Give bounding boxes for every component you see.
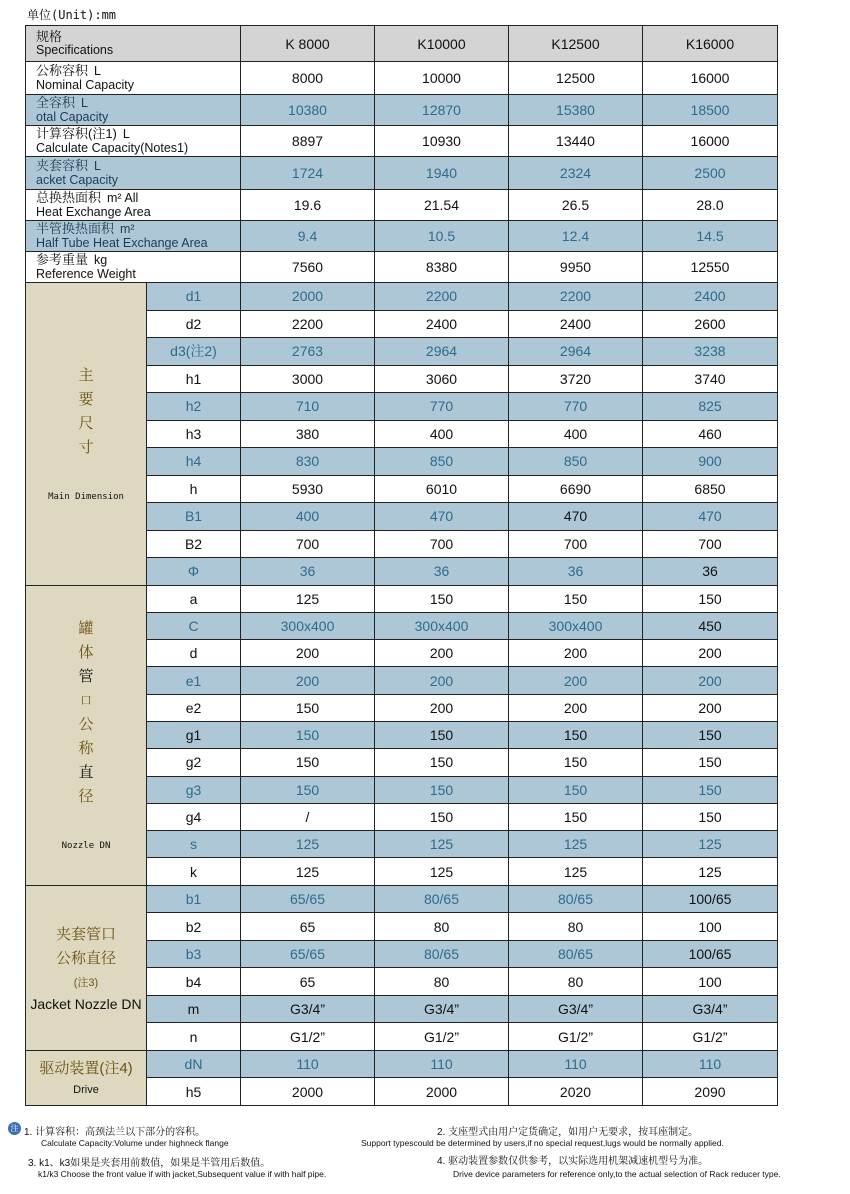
group-label-zh-line: 口 <box>80 695 92 708</box>
value-cell: 200 <box>509 667 643 694</box>
value-cell: 80/65 <box>375 940 509 968</box>
group-label-zh <box>26 364 146 460</box>
value-cell: 6690 <box>509 475 643 503</box>
value-cell: 850 <box>375 448 509 476</box>
value-cell: 110 <box>509 1050 643 1078</box>
value-cell: 36 <box>643 558 778 586</box>
group-label-zh-line: 尺 <box>78 414 94 432</box>
value-cell: G1/2” <box>643 1023 778 1051</box>
value-cell: 200 <box>375 694 509 721</box>
value-cell: 300x400 <box>241 612 375 639</box>
value-cell: 80 <box>375 913 509 941</box>
note-4-zh: 4. 驱动装置参数仅供参考，以实际选用机架减速机型号为准。 <box>437 1156 709 1167</box>
value-cell: 65 <box>241 968 375 996</box>
symbol-cell: d2 <box>147 310 241 338</box>
value-cell: 150 <box>375 585 509 612</box>
value-cell: 200 <box>509 640 643 667</box>
value-cell: 2763 <box>241 338 375 366</box>
group-label-zh-line: 驱动装置(注4) <box>39 1059 133 1077</box>
value-cell: 100 <box>643 913 778 941</box>
value-cell: 2090 <box>643 1078 778 1106</box>
group-label-zh-line: 夹套管口 <box>55 925 116 943</box>
value-cell: 9950 <box>509 252 643 283</box>
symbol-cell: B2 <box>147 530 241 558</box>
column-header: K16000 <box>643 26 778 62</box>
value-cell: G1/2” <box>241 1023 375 1051</box>
group-label-en: Nozzle DN <box>61 841 111 852</box>
value-cell: 12870 <box>375 95 509 126</box>
value-cell: 400 <box>375 420 509 448</box>
spec-label-zh: 半管换热面积 <box>36 221 115 236</box>
note-1-en: Calculate Capacity:Volume under highneck flange <box>41 1138 229 1148</box>
group-label-cell <box>26 283 147 586</box>
value-cell: 65/65 <box>241 885 375 913</box>
spec-label-cell <box>26 221 241 252</box>
spec-row <box>26 62 778 95</box>
value-cell: 15380 <box>509 95 643 126</box>
value-cell: 900 <box>643 448 778 476</box>
value-cell: 700 <box>643 530 778 558</box>
symbol-cell: h3 <box>147 420 241 448</box>
value-cell: 125 <box>375 858 509 885</box>
value-cell: 2400 <box>643 283 778 311</box>
value-cell: 150 <box>375 721 509 748</box>
spec-label-cell <box>26 252 241 283</box>
value-cell: 125 <box>509 831 643 858</box>
value-cell: 150 <box>509 585 643 612</box>
value-cell: 150 <box>643 721 778 748</box>
value-cell: 36 <box>375 558 509 586</box>
value-cell: 470 <box>643 503 778 531</box>
value-cell: 125 <box>509 858 643 885</box>
value-cell: 2200 <box>509 283 643 311</box>
spec-label-zh: 总换热面积 <box>36 190 102 205</box>
group-label-zh <box>26 1057 146 1081</box>
value-cell: 36 <box>509 558 643 586</box>
value-cell: 150 <box>375 776 509 803</box>
value-cell: 300x400 <box>375 612 509 639</box>
symbol-cell: h2 <box>147 393 241 421</box>
group-label-zh <box>26 923 146 995</box>
value-cell: 150 <box>375 803 509 830</box>
value-cell: 150 <box>375 749 509 776</box>
value-cell: 150 <box>241 776 375 803</box>
spec-label-en: Nominal Capacity <box>36 78 134 92</box>
value-cell: 8380 <box>375 252 509 283</box>
symbol-cell: b4 <box>147 968 241 996</box>
symbol-cell: g4 <box>147 803 241 830</box>
value-cell: 3740 <box>643 365 778 393</box>
note-3-en: k1/k3 Choose the front value if with jacket,Subsequent value if with half pipe. <box>38 1169 327 1179</box>
value-cell: G1/2” <box>375 1023 509 1051</box>
spec-row <box>26 126 778 157</box>
value-cell: 400 <box>241 503 375 531</box>
value-cell: 150 <box>241 694 375 721</box>
group-label-cell <box>26 585 147 885</box>
value-cell: 2400 <box>375 310 509 338</box>
symbol-cell: g3 <box>147 776 241 803</box>
spec-label-cell <box>26 126 241 157</box>
header-row <box>26 26 778 62</box>
value-cell: 200 <box>375 667 509 694</box>
value-cell: 3238 <box>643 338 778 366</box>
group-label-zh-line: (注3) <box>73 976 99 989</box>
group-label-zh-line: 罐 <box>78 620 94 638</box>
column-header: K 8000 <box>241 26 375 62</box>
spec-row <box>26 252 778 283</box>
spec-label-en: Heat Exchange Area <box>36 205 151 219</box>
value-cell: 2600 <box>643 310 778 338</box>
value-cell: 380 <box>241 420 375 448</box>
symbol-cell: d <box>147 640 241 667</box>
data-row <box>26 885 778 913</box>
value-cell: 150 <box>643 803 778 830</box>
value-cell: 13440 <box>509 126 643 157</box>
spec-label-en: otal Capacity <box>36 110 109 124</box>
group-label-en: Drive <box>73 1083 99 1096</box>
value-cell: 28.0 <box>643 190 778 221</box>
header-spec-en: Specifications <box>36 43 114 57</box>
note-icon: 注 <box>8 1122 21 1135</box>
value-cell: 80 <box>509 913 643 941</box>
group-label-zh-line: 径 <box>78 788 94 806</box>
value-cell: 125 <box>643 831 778 858</box>
value-cell: 10380 <box>241 95 375 126</box>
value-cell: 110 <box>643 1050 778 1078</box>
value-cell: G1/2” <box>509 1023 643 1051</box>
spec-table <box>25 25 778 1106</box>
value-cell: 3000 <box>241 365 375 393</box>
value-cell: 2020 <box>509 1078 643 1106</box>
spec-label-en: Calculate Capacity(Notes1) <box>36 141 189 155</box>
value-cell: 2200 <box>375 283 509 311</box>
spec-unit: L <box>94 64 101 78</box>
value-cell: 10.5 <box>375 221 509 252</box>
value-cell: 12.4 <box>509 221 643 252</box>
value-cell: G3/4” <box>241 995 375 1023</box>
value-cell: 19.6 <box>241 190 375 221</box>
value-cell: 10930 <box>375 126 509 157</box>
value-cell: 150 <box>509 803 643 830</box>
symbol-cell: s <box>147 831 241 858</box>
value-cell: 12550 <box>643 252 778 283</box>
symbol-cell: n <box>147 1023 241 1051</box>
data-row <box>26 585 778 612</box>
value-cell: 2964 <box>375 338 509 366</box>
symbol-cell: h <box>147 475 241 503</box>
value-cell: G3/4” <box>509 995 643 1023</box>
data-row <box>26 283 778 311</box>
group-label-cell <box>26 1050 147 1105</box>
value-cell: 2000 <box>241 1078 375 1106</box>
value-cell: G3/4” <box>643 995 778 1023</box>
symbol-cell: h4 <box>147 448 241 476</box>
spec-label-zh: 计算容积(注1) <box>36 126 117 141</box>
value-cell: 400 <box>509 420 643 448</box>
symbol-cell: e1 <box>147 667 241 694</box>
symbol-cell: g1 <box>147 721 241 748</box>
value-cell: 200 <box>643 640 778 667</box>
value-cell: 21.54 <box>375 190 509 221</box>
value-cell: 100 <box>643 968 778 996</box>
group-label-zh-line: 寸 <box>78 438 94 456</box>
value-cell: 2200 <box>241 310 375 338</box>
value-cell: 1940 <box>375 157 509 190</box>
value-cell: 150 <box>643 585 778 612</box>
spec-label-en: Half Tube Heat Exchange Area <box>36 236 208 250</box>
symbol-cell: b3 <box>147 940 241 968</box>
note-3-zh: 3. k1、k3如果是夹套用前数值，如果是半管用后数值。 <box>28 1158 271 1169</box>
value-cell: 700 <box>509 530 643 558</box>
symbol-cell: C <box>147 612 241 639</box>
spec-label-en: acket Capacity <box>36 173 118 187</box>
group-label-zh-line: 要 <box>78 390 94 408</box>
value-cell: 125 <box>241 831 375 858</box>
spec-unit: m² All <box>107 191 139 205</box>
value-cell: 36 <box>241 558 375 586</box>
value-cell: 16000 <box>643 62 778 95</box>
value-cell: 700 <box>241 530 375 558</box>
value-cell: 460 <box>643 420 778 448</box>
symbol-cell: m <box>147 995 241 1023</box>
value-cell: 2000 <box>375 1078 509 1106</box>
symbol-cell: B1 <box>147 503 241 531</box>
value-cell: 2324 <box>509 157 643 190</box>
spec-unit: L <box>122 127 130 141</box>
value-cell: 80 <box>375 968 509 996</box>
value-cell: 450 <box>643 612 778 639</box>
value-cell: 3060 <box>375 365 509 393</box>
group-label-en: Main Dimension <box>48 491 124 502</box>
value-cell: 26.5 <box>509 190 643 221</box>
spec-row <box>26 95 778 126</box>
value-cell: 18500 <box>643 95 778 126</box>
value-cell: 700 <box>375 530 509 558</box>
value-cell: 150 <box>509 721 643 748</box>
unit-label: 单位(Unit):mm <box>27 8 117 22</box>
header-spec-cell <box>26 26 241 62</box>
spec-unit: L <box>81 96 88 110</box>
value-cell: 150 <box>241 749 375 776</box>
value-cell: 2000 <box>241 283 375 311</box>
value-cell: 150 <box>509 749 643 776</box>
value-cell: 150 <box>643 749 778 776</box>
value-cell: 770 <box>375 393 509 421</box>
value-cell: 6010 <box>375 475 509 503</box>
spec-label-zh: 参考重量 <box>36 252 89 267</box>
value-cell: 200 <box>509 694 643 721</box>
value-cell: 150 <box>509 776 643 803</box>
group-label-zh-line: 体 <box>78 644 94 662</box>
value-cell: G3/4” <box>375 995 509 1023</box>
spec-row <box>26 221 778 252</box>
value-cell: 830 <box>241 448 375 476</box>
value-cell: 10000 <box>375 62 509 95</box>
value-cell: 80/65 <box>509 940 643 968</box>
value-cell: 125 <box>241 858 375 885</box>
value-cell: 300x400 <box>509 612 643 639</box>
group-label-en: Jacket Nozzle DN <box>30 995 142 1012</box>
group-label-zh-line: 直 <box>78 764 94 782</box>
symbol-cell: e2 <box>147 694 241 721</box>
value-cell: 80 <box>509 968 643 996</box>
note-2-en: Support typescould be determined by users,if no special request,lugs would be normally applied. <box>361 1138 724 1148</box>
column-header: K10000 <box>375 26 509 62</box>
value-cell: 200 <box>241 640 375 667</box>
spec-label-cell <box>26 157 241 190</box>
group-label-zh-line: 公 <box>78 716 94 734</box>
value-cell: 100/65 <box>643 940 778 968</box>
symbol-cell: g2 <box>147 749 241 776</box>
value-cell: 770 <box>509 393 643 421</box>
value-cell: / <box>241 803 375 830</box>
value-cell: 12500 <box>509 62 643 95</box>
spec-label-cell <box>26 95 241 126</box>
value-cell: 8897 <box>241 126 375 157</box>
symbol-cell: b1 <box>147 885 241 913</box>
value-cell: 470 <box>509 503 643 531</box>
value-cell: 100/65 <box>643 885 778 913</box>
group-label-zh-line: 公称直径 <box>55 949 116 967</box>
value-cell: 110 <box>241 1050 375 1078</box>
note-1-zh: 1. 计算容积：高颈法兰以下部分的容积。 <box>24 1127 206 1138</box>
group-label-cell <box>26 885 147 1050</box>
header-spec-zh: 规格 <box>36 29 63 44</box>
value-cell: 850 <box>509 448 643 476</box>
spec-row <box>26 157 778 190</box>
symbol-cell: d3(注2) <box>147 338 241 366</box>
value-cell: 14.5 <box>643 221 778 252</box>
symbol-cell: a <box>147 585 241 612</box>
spec-label-zh: 全容积 <box>36 95 76 110</box>
spec-unit: kg <box>94 253 108 267</box>
value-cell: 80/65 <box>375 885 509 913</box>
value-cell: 65 <box>241 913 375 941</box>
spec-unit: L <box>94 159 101 173</box>
spec-label-zh: 夹套容积 <box>36 158 89 173</box>
group-label-zh-line: 称 <box>78 740 94 758</box>
value-cell: 825 <box>643 393 778 421</box>
value-cell: 200 <box>241 667 375 694</box>
symbol-cell: h1 <box>147 365 241 393</box>
symbol-cell: Φ <box>147 558 241 586</box>
value-cell: 9.4 <box>241 221 375 252</box>
value-cell: 6850 <box>643 475 778 503</box>
symbol-cell: d1 <box>147 283 241 311</box>
value-cell: 150 <box>643 776 778 803</box>
spec-row <box>26 190 778 221</box>
group-label-zh-line: 主 <box>78 366 94 384</box>
value-cell: 125 <box>375 831 509 858</box>
symbol-cell: b2 <box>147 913 241 941</box>
value-cell: 8000 <box>241 62 375 95</box>
spec-label-en: Reference Weight <box>36 267 136 281</box>
symbol-cell: k <box>147 858 241 885</box>
value-cell: 200 <box>643 694 778 721</box>
value-cell: 2400 <box>509 310 643 338</box>
value-cell: 1724 <box>241 157 375 190</box>
value-cell: 710 <box>241 393 375 421</box>
data-row <box>26 1050 778 1078</box>
note-2-zh: 2. 支座型式由用户定货确定，如用户无要求，按耳座制定。 <box>437 1127 699 1138</box>
value-cell: 3720 <box>509 365 643 393</box>
spec-label-zh: 公称容积 <box>36 63 89 78</box>
value-cell: 200 <box>643 667 778 694</box>
symbol-cell: h5 <box>147 1078 241 1106</box>
value-cell: 80/65 <box>509 885 643 913</box>
spec-label-cell <box>26 190 241 221</box>
value-cell: 7560 <box>241 252 375 283</box>
value-cell: 200 <box>375 640 509 667</box>
group-label-zh-line: 管 <box>78 668 94 686</box>
value-cell: 2964 <box>509 338 643 366</box>
footnotes <box>0 1118 850 1194</box>
value-cell: 150 <box>241 721 375 748</box>
value-cell: 110 <box>375 1050 509 1078</box>
note-4-en: Drive device parameters for reference only,to the actual selection of Rack reducer type. <box>453 1169 781 1179</box>
value-cell: 5930 <box>241 475 375 503</box>
group-label-zh <box>26 617 146 809</box>
value-cell: 65/65 <box>241 940 375 968</box>
value-cell: 16000 <box>643 126 778 157</box>
value-cell: 125 <box>643 858 778 885</box>
value-cell: 470 <box>375 503 509 531</box>
spec-label-cell <box>26 62 241 95</box>
symbol-cell: dN <box>147 1050 241 1078</box>
column-header: K12500 <box>509 26 643 62</box>
spec-unit: m² <box>120 222 135 236</box>
value-cell: 125 <box>241 585 375 612</box>
value-cell: 2500 <box>643 157 778 190</box>
